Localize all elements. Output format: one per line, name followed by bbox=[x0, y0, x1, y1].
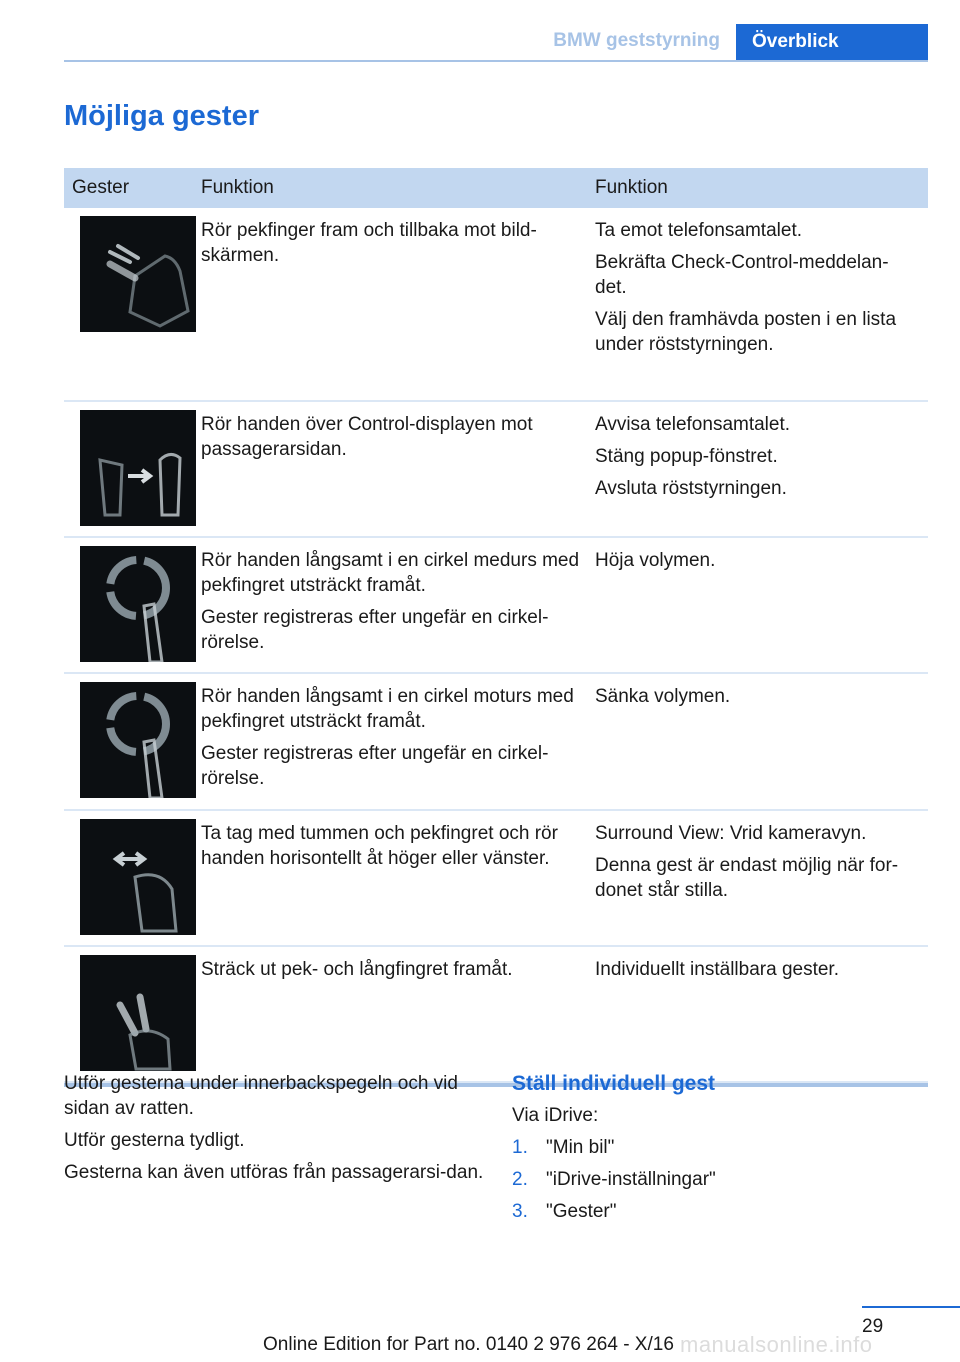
function-text: Höja volymen. bbox=[595, 550, 716, 571]
hand-swipe-icon bbox=[80, 410, 196, 526]
function-text: Sänka volymen. bbox=[595, 686, 731, 707]
circle-clockwise-icon bbox=[80, 546, 196, 662]
movement-text: Gester registreras efter ungefär en cirkel-rörelse. bbox=[201, 607, 549, 653]
movement-text: Rör handen långsamt i en cirkel moturs med pekfingret utsträckt framåt. bbox=[201, 686, 574, 732]
step-number: 1. bbox=[512, 1137, 528, 1158]
function-text: Avvisa telefonsamtalet. bbox=[595, 414, 791, 435]
step-number: 2. bbox=[512, 1169, 528, 1190]
table-header bbox=[64, 168, 928, 208]
pinch-swipe-icon bbox=[80, 819, 196, 935]
function-text: Välj den framhävda posten i en lista under röststyrningen. bbox=[595, 309, 897, 355]
header-cell-gester: Gester bbox=[72, 177, 130, 198]
list-item bbox=[512, 1135, 928, 1160]
table-row bbox=[64, 674, 928, 811]
page-number: 29 bbox=[862, 1316, 884, 1337]
page-title: Möjliga gester bbox=[64, 100, 259, 132]
gesture-table bbox=[64, 168, 928, 1087]
function-text: Ta emot telefonsamtalet. bbox=[595, 220, 802, 241]
edition-text: Online Edition for Part no. 0140 2 976 264 - X/16 bbox=[263, 1334, 674, 1355]
list-item bbox=[512, 1199, 928, 1224]
watermark: manualsonline.info bbox=[680, 1332, 873, 1357]
function-text: Denna gest är endast möjlig när for-donet står stilla. bbox=[595, 855, 899, 901]
header-rule bbox=[64, 60, 928, 62]
steps-list bbox=[512, 1135, 928, 1224]
settings-intro: Via iDrive: bbox=[512, 1105, 599, 1126]
usage-note bbox=[64, 1071, 489, 1192]
function-text: Avsluta röststyrningen. bbox=[595, 478, 787, 499]
table-row bbox=[64, 208, 928, 402]
movement-text: Rör handen långsamt i en cirkel medurs med pekfingret utsträckt framåt. bbox=[201, 550, 580, 596]
function-text: Surround View: Vrid kameravyn. bbox=[595, 823, 867, 844]
list-item bbox=[512, 1167, 928, 1192]
function-text: Bekräfta Check-Control-meddelan-det. bbox=[595, 252, 889, 298]
note-text: Utför gesterna tydligt. bbox=[64, 1130, 245, 1151]
settings-title: Ställ individuell gest bbox=[512, 1072, 716, 1095]
finger-poke-icon bbox=[80, 216, 196, 332]
step-text: "Min bil" bbox=[546, 1137, 615, 1158]
table-row bbox=[64, 947, 928, 1083]
header-section-tab: Överblick bbox=[736, 24, 928, 62]
movement-text: Gester registreras efter ungefär en cirkel-rörelse. bbox=[201, 743, 549, 789]
step-text: "iDrive-inställningar" bbox=[546, 1169, 716, 1190]
header-cell-funktion: Funktion bbox=[201, 177, 274, 198]
footer-rule bbox=[862, 1306, 960, 1308]
note-text: Gesterna kan även utföras från passagerarsi-dan. bbox=[64, 1162, 484, 1183]
function-text: Stäng popup-fönstret. bbox=[595, 446, 778, 467]
table-row bbox=[64, 538, 928, 674]
settings-section bbox=[512, 1071, 928, 1231]
movement-text: Sträck ut pek- och långfingret framåt. bbox=[201, 959, 513, 980]
header-cell-funktion-2: Funktion bbox=[595, 177, 668, 198]
movement-text: Rör handen över Control-displayen mot passagerarsidan. bbox=[201, 414, 533, 460]
header-chapter: BMW geststyrning bbox=[553, 30, 720, 51]
table-row bbox=[64, 811, 928, 947]
circle-counterclockwise-icon bbox=[80, 682, 196, 798]
note-text: Utför gesterna under innerbackspegeln och vid sidan av ratten. bbox=[64, 1073, 458, 1119]
table-row bbox=[64, 402, 928, 538]
function-text: Individuellt inställbara gester. bbox=[595, 959, 839, 980]
step-number: 3. bbox=[512, 1201, 528, 1222]
movement-text: Ta tag med tummen och pekfingret och rör handen horisontellt åt höger eller vänster. bbox=[201, 823, 558, 869]
step-text: "Gester" bbox=[546, 1201, 617, 1222]
two-finger-icon bbox=[80, 955, 196, 1071]
movement-text: Rör pekfinger fram och tillbaka mot bild-skärmen. bbox=[201, 220, 537, 266]
